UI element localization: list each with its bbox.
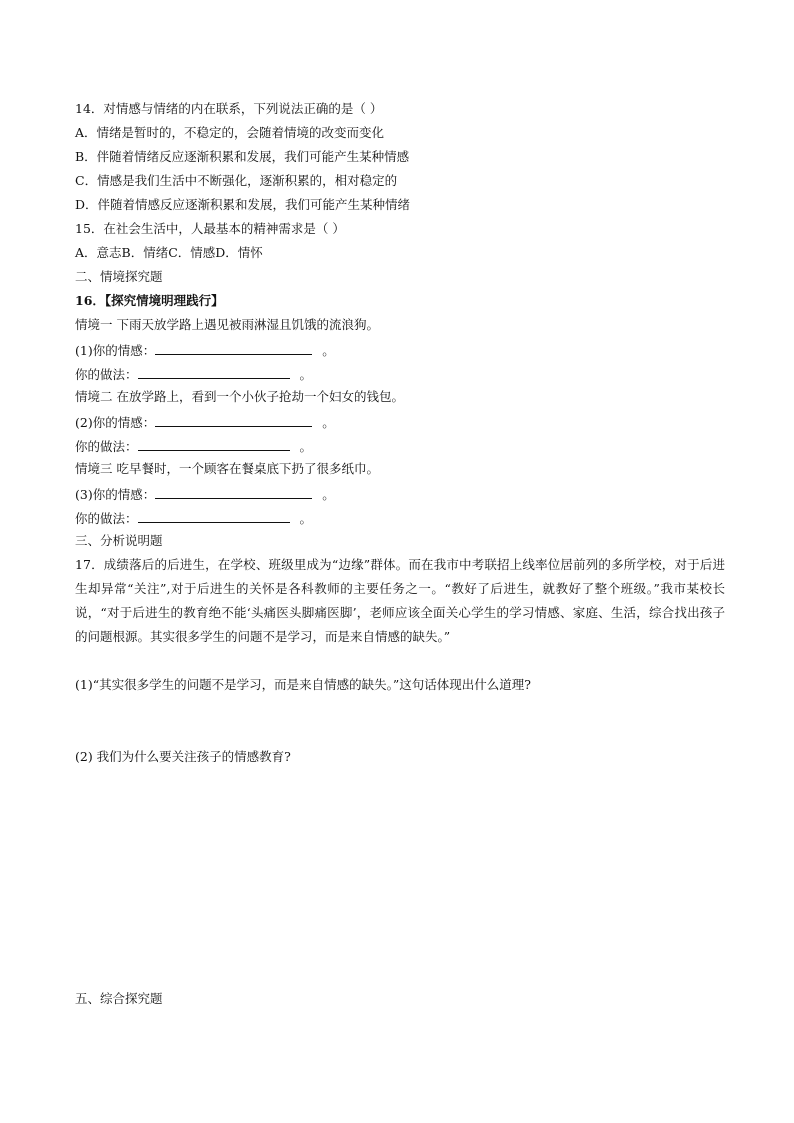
feeling-label: (2)你的情感： [75,415,156,430]
scene-3-action [75,509,312,527]
section-5-heading: 五、综合探究题 [75,991,163,1006]
section-2-heading: 二、情境探究题 [75,269,163,284]
q14-option-b: B．伴随着情绪反应逐渐积累和发展，我们可能产生某种情感 [75,149,410,164]
period: 。 [322,343,335,358]
scene-3-feeling [75,485,335,503]
period: 。 [299,439,313,454]
period: 。 [322,487,335,502]
period: 。 [299,367,313,382]
feeling-label: (1)你的情感： [75,343,156,358]
scene-3-text: 情境三 吃早餐时，一个顾客在餐桌底下扔了很多纸巾。 [75,461,379,476]
scene-2-action [75,437,312,455]
answer-blank[interactable] [155,413,312,427]
q17-material: 17．成绩落后的后进生，在学校、班级里成为“边缘”群体。而在我市中考联招上线率位居前列的多所学校，对于后进生却异常“关注”,对于后进生的关怀是各科教师的主要任务之一。“教好了后进生，就教好了整个班级。”我市某校长说，“对于后进生的教育绝不能‘头痛医头脚痛医脚’，老师应该全面关心学生的学习情感、家庭、生活，综合找出孩子的问题根源。其实很多学生的问题不是学习，而是来自情感的缺失。” [75,557,725,644]
action-label: 你的做法： [75,511,138,526]
q16-title: 16．【探究情境明理践行】 [75,293,224,308]
q17-sub-1: (1)“其实很多学生的问题不是学习，而是来自情感的缺失。”这句话体现出什么道理? [75,677,531,692]
answer-blank[interactable] [138,509,290,523]
scene-2-feeling [75,413,335,431]
q14-option-d: D．伴随着情感反应逐渐积累和发展，我们可能产生某种情绪 [75,197,411,212]
q15-stem: 15．在社会生活中，人最基本的精神需求是（ ） [75,221,345,236]
scene-2-text: 情境二 在放学路上，看到一个小伙子抢劫一个妇女的钱包。 [75,389,404,404]
q14-option-c: C．情感是我们生活中不断强化，逐渐积累的，相对稳定的 [75,173,398,188]
answer-blank[interactable] [138,437,290,451]
period: 。 [299,511,313,526]
q14-stem: 14．对情感与情绪的内在联系，下列说法正确的是（ ） [75,101,383,116]
action-label: 你的做法： [75,367,138,382]
scene-1-text: 情境一 下雨天放学路上遇见被雨淋湿且饥饿的流浪狗。 [75,317,379,332]
action-label: 你的做法： [75,439,138,454]
answer-blank[interactable] [138,365,290,379]
q15-options: A．意志B．情绪C．情感D．情怀 [75,245,263,260]
period: 。 [322,415,335,430]
feeling-label: (3)你的情感： [75,487,156,502]
scene-1-feeling [75,341,335,359]
answer-blank[interactable] [155,341,312,355]
section-3-heading: 三、分析说明题 [75,533,163,548]
q14-option-a: A．情绪是暂时的，不稳定的，会随着情境的改变而变化 [75,125,385,140]
scene-1-action [75,365,312,383]
q17-sub-2: (2) 我们为什么要关注孩子的情感教育? [75,749,291,764]
answer-blank[interactable] [155,485,312,499]
